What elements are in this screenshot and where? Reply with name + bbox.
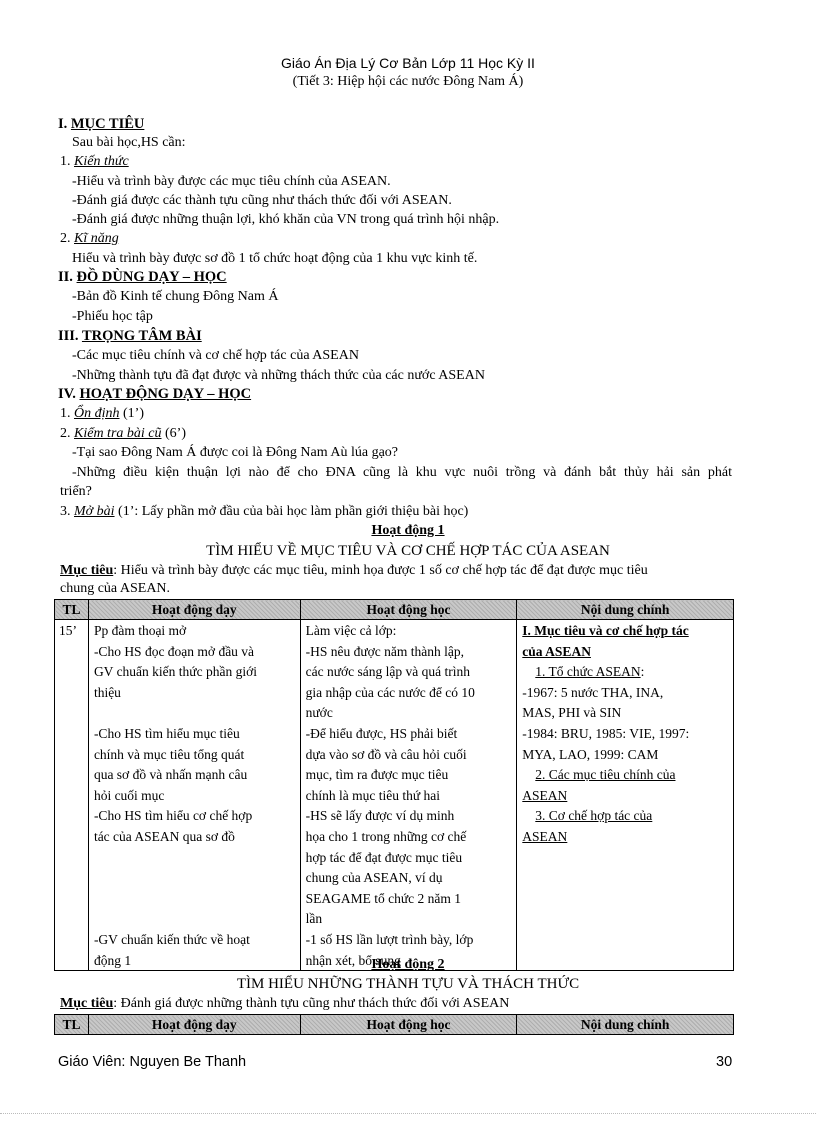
section-2-number: II. <box>58 269 73 285</box>
table-row <box>55 620 734 971</box>
col-header-teach: Hoạt động dạy <box>88 600 300 620</box>
table-cell-line <box>89 847 300 868</box>
activity-2-table <box>54 1014 734 1035</box>
materials-item: -Phiếu học tập <box>72 309 153 324</box>
table-cell-line: mục, tìm ra được mục tiêu <box>305 767 449 783</box>
knowledge-item: -Đánh giá được những thuận lợi, khó khăn của VN trong quá trình hội nhập. <box>72 212 500 227</box>
content-subheading-text: 3. Cơ chế hợp tác của <box>535 808 653 824</box>
document-title: Giáo Án Địa Lý Cơ Bản Lớp 11 Học Kỳ II <box>281 55 535 71</box>
teach-list <box>89 620 300 970</box>
section-1-heading <box>58 115 144 133</box>
step-number: 2. <box>60 426 71 441</box>
footer-teacher: Giáo Viên: Nguyen Be Thanh <box>58 1054 247 1070</box>
activity-1-heading: TÌM HIỂU VỀ MỤC TIÊU VÀ CƠ CHẾ HỢP TÁC CỦA ASEAN <box>206 543 610 559</box>
review-question: -Những điều kiện thuận lợi nào để cho ĐNA cũng là khu vực nuôi trồng và đánh bắt thủy hải sản phát <box>72 465 732 480</box>
table-cell-line <box>89 702 300 723</box>
step-stabilize <box>60 405 144 423</box>
goal-label: Mục tiêu <box>60 996 114 1011</box>
step-time: (1’) <box>123 406 144 421</box>
step-intro <box>60 503 468 521</box>
col-header-teach: Hoạt động dạy <box>88 1015 300 1035</box>
table-cell-line: GV chuẩn kiến thức phần giới <box>93 664 257 680</box>
activity-1-table <box>54 599 734 971</box>
content-subheading-text: 1. Tổ chức ASEAN <box>535 664 641 680</box>
table-cell-line: -1 số HS lần lượt trình bày, lớp <box>305 931 474 947</box>
document-subtitle: (Tiết 3: Hiệp hội các nước Đông Nam Á) <box>292 74 524 89</box>
table-cell-line <box>89 908 300 929</box>
activity-1-title <box>0 522 816 540</box>
table-header-row <box>55 1015 734 1035</box>
time-value: 15’ <box>59 623 77 638</box>
skills-item: Hiểu và trình bày được sơ đồ 1 tổ chức hoạt động của 1 khu vực kinh tế. <box>72 251 478 266</box>
section-3-title: TRỌNG TÂM BÀI <box>81 328 202 344</box>
content-subheading <box>517 661 733 682</box>
teach-cell <box>88 620 300 971</box>
content-line: MAS, PHI và SIN <box>522 705 622 721</box>
content-subheading <box>517 764 733 785</box>
learn-cell <box>300 620 517 971</box>
content-heading-line: của ASEAN <box>522 643 591 659</box>
table-cell-line: chung của ASEAN, ví dụ <box>305 870 443 886</box>
section-1-intro: Sau bài học,HS cần: <box>72 135 186 150</box>
table-cell-line: -Cho HS tìm hiểu cơ chế hợp <box>93 808 253 824</box>
content-subheading-cont <box>517 826 733 847</box>
table-cell-line: gia nhập của các nước để có 10 <box>305 684 475 700</box>
knowledge-number: 1. <box>60 154 71 169</box>
review-question: -Tại sao Đông Nam Á được coi là Đông Nam Aù lúa gạo? <box>72 445 399 460</box>
content-heading <box>517 641 733 662</box>
table-cell-line: -Để hiểu được, HS phải biết <box>305 725 458 741</box>
activity-2-heading: TÌM HIỂU NHỮNG THÀNH TỰU VÀ THÁCH THỨC <box>236 976 580 992</box>
step-number: 1. <box>60 406 71 421</box>
table-cell-line: chính và mục tiêu tổng quát <box>93 746 245 762</box>
table-cell-line <box>89 867 300 888</box>
section-3-heading <box>58 327 202 345</box>
step-number: 3. <box>60 504 71 519</box>
table-cell-line: -GV chuẩn kiến thức về hoạt <box>93 931 250 947</box>
activity-2-goal <box>60 995 509 1013</box>
knowledge-heading <box>60 153 129 171</box>
knowledge-item: -Hiểu và trình bày được các mục tiêu chính của ASEAN. <box>72 174 391 189</box>
table-cell-line: nước <box>305 705 333 721</box>
knowledge-item: -Đánh giá được các thành tựu cũng như thách thức đối với ASEAN. <box>72 193 452 208</box>
table-cell-line: -HS sẽ lấy được ví dụ minh <box>305 808 455 824</box>
section-1-number: I. <box>58 116 68 132</box>
section-4-title: HOẠT ĐỘNG DẠY – HỌC <box>79 386 252 402</box>
step-review <box>60 425 186 443</box>
review-question-cont: triển? <box>60 484 92 499</box>
table-cell-line: lần <box>305 911 323 927</box>
knowledge-title: Kiến thức <box>74 154 129 169</box>
table-cell-line: -Cho HS đọc đoạn mở đầu và <box>93 643 255 659</box>
content-line: -1984: BRU, 1985: VIE, 1997: <box>522 725 690 741</box>
content-line: MYA, LAO, 1999: CAM <box>522 746 659 762</box>
col-header-content: Nội dung chính <box>517 1015 734 1035</box>
table-cell-line <box>89 888 300 909</box>
goal-text: : Hiểu và trình bày được các mục tiêu, minh họa được 1 số cơ chế hợp tác để đạt được mục tiêu <box>113 563 648 578</box>
section-1-title: MỤC TIÊU <box>70 116 145 132</box>
content-heading <box>517 620 733 641</box>
col-header-learn: Hoạt động học <box>300 1015 517 1035</box>
table-cell-line: họa cho 1 trong những cơ chế <box>305 828 467 844</box>
section-2-title: ĐỒ DÙNG DẠY – HỌC <box>76 269 227 285</box>
table-cell-line: qua sơ đồ và nhấn mạnh câu <box>93 767 248 783</box>
step-title: Kiểm tra bài cũ <box>74 426 162 441</box>
table-cell-line: động 1 <box>93 952 132 968</box>
skills-number: 2. <box>60 231 71 246</box>
table-cell-line: -HS nêu được năm thành lập, <box>305 643 465 659</box>
table-cell-line: -Cho HS tìm hiểu mục tiêu <box>93 725 240 741</box>
col-header-learn: Hoạt động học <box>300 600 517 620</box>
step-time: (6’) <box>165 426 186 441</box>
footer-page-number: 30 <box>716 1054 733 1070</box>
materials-item: -Bản đồ Kinh tế chung Đông Nam Á <box>72 289 279 304</box>
content-subheading-cont <box>517 785 733 806</box>
table-cell-line: SEAGAME tổ chức 2 năm 1 <box>305 890 462 906</box>
step-title: Ổn định <box>74 406 120 421</box>
table-cell-line: chính là mục tiêu thứ hai <box>305 787 441 803</box>
table-cell-line: hỏi cuối mục <box>93 787 165 803</box>
goal-text: : Đánh giá được những thành tựu cũng như thách thức đối với ASEAN <box>113 996 510 1011</box>
activity-1-goal <box>60 562 732 580</box>
activity-1-goal-cont: chung của ASEAN. <box>60 581 171 596</box>
content-subheading-text: 2. Các mục tiêu chính của <box>535 767 676 783</box>
focus-item: -Các mục tiêu chính và cơ chế hợp tác của ASEAN <box>72 348 359 363</box>
table-cell-line: thiệu <box>93 684 121 700</box>
table-cell-line: Làm việc cả lớp: <box>305 623 397 638</box>
content-colon: : <box>640 664 645 680</box>
section-3-number: III. <box>58 328 79 344</box>
table-cell-line: nhận xét, bổ sung <box>305 952 401 968</box>
content-subheading <box>517 805 733 826</box>
table-cell-line: tác của ASEAN qua sơ đồ <box>93 828 235 844</box>
activity-2-title <box>0 956 816 974</box>
step-title: Mở bài <box>74 504 115 519</box>
activity-1-title-text: Hoạt động 1 <box>371 523 445 538</box>
table-header-row <box>55 600 734 620</box>
page-bottom-divider <box>0 1113 816 1114</box>
col-header-tl: TL <box>55 1015 89 1035</box>
learn-list <box>301 620 517 970</box>
table-cell-line: dựa vào sơ đồ và câu hỏi cuối <box>305 746 467 762</box>
skills-heading <box>60 230 119 248</box>
skills-title: Kĩ năng <box>74 231 119 246</box>
content-subheading-text: ASEAN <box>522 828 568 844</box>
table-cell-line: Pp đàm thoại mở <box>93 623 187 638</box>
col-header-tl: TL <box>55 600 89 620</box>
goal-label: Mục tiêu <box>60 563 114 578</box>
content-cell <box>517 620 734 971</box>
section-2-heading <box>58 268 227 286</box>
table-cell-line: các nước sáng lập và quá trình <box>305 664 471 680</box>
col-header-content: Nội dung chính <box>517 600 734 620</box>
content-subheading-text: ASEAN <box>522 787 568 803</box>
time-cell <box>55 620 89 971</box>
content-line: -1967: 5 nước THA, INA, <box>522 684 664 700</box>
focus-item: -Những thành tựu đã đạt được và những thách thức của các nước ASEAN <box>72 368 485 383</box>
step-text: (1’: Lấy phần mở đầu của bài học làm phần giới thiệu bài học) <box>118 504 469 519</box>
table-cell-line: hợp tác để đạt được mục tiêu <box>305 849 463 865</box>
activity-2-title-text: Hoạt động 2 <box>371 957 445 972</box>
section-4-number: IV. <box>58 386 76 402</box>
content-heading-line: I. Mục tiêu và cơ chế hợp tác <box>522 623 689 638</box>
section-4-heading <box>58 385 251 403</box>
